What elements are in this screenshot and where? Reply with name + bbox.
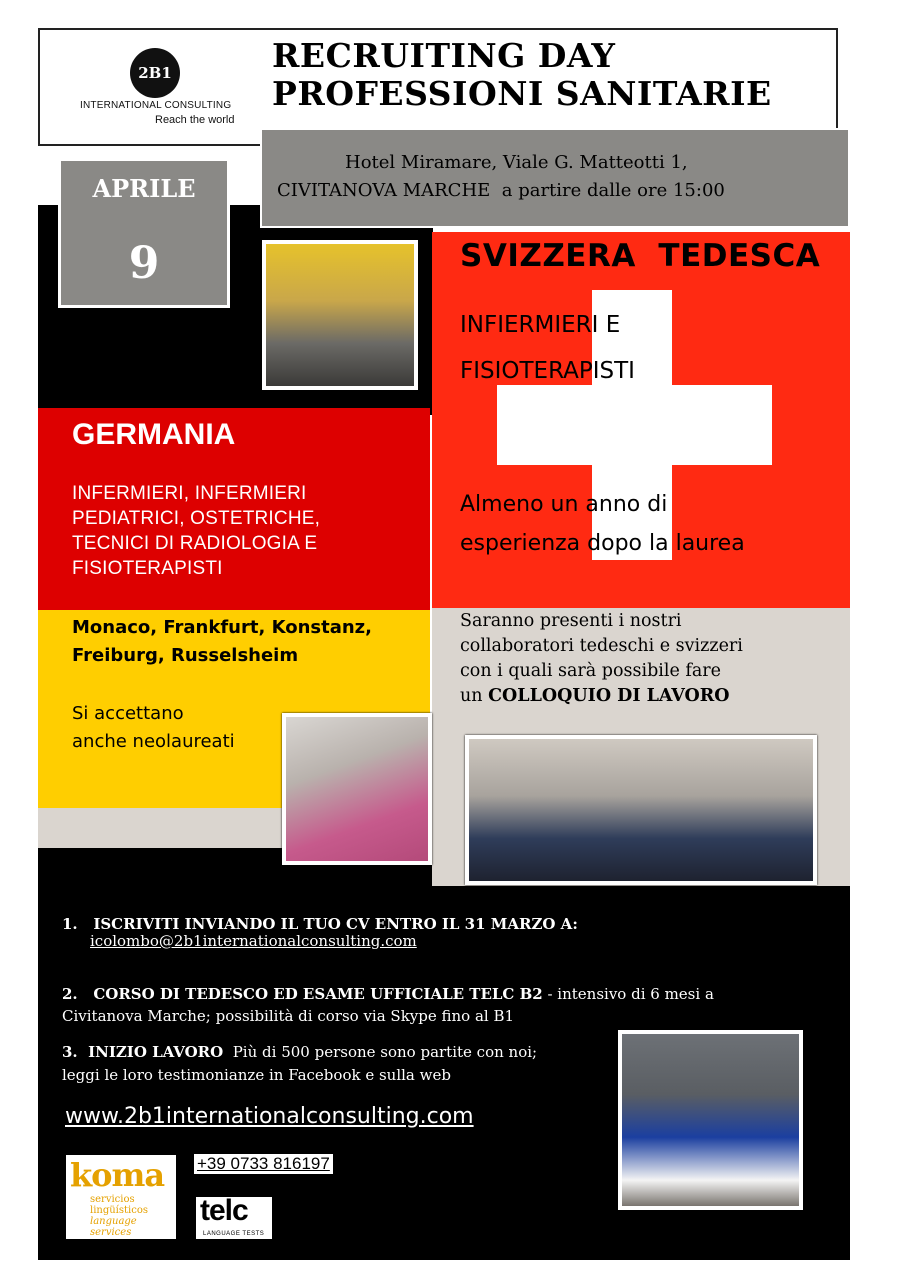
logo-mark: 2B1 (130, 48, 180, 98)
step-2: 2. CORSO DI TEDESCO ED ESAME UFFICIALE TELC B2 - intensivo di 6 mesi a (62, 985, 714, 1003)
koma-logo-line: language (90, 1216, 137, 1227)
interview-line: con i quali sarà possibile fare (460, 661, 722, 681)
switzerland-roles-line: INFIERMIERI E (460, 312, 621, 338)
koma-logo-word: koma (70, 1156, 165, 1194)
interview-highlight: COLLOQUIO DI LAVORO (488, 686, 730, 706)
website-link[interactable]: www.2b1internationalconsulting.com (65, 1104, 474, 1129)
interview-line: collaboratori tedeschi e svizzeri (460, 636, 743, 656)
step-3: 3. INIZIO LAVORO Più di 500 persone sono partite con noi; (62, 1043, 538, 1061)
phone-number[interactable]: +39 0733 816197 (194, 1154, 333, 1174)
germany-note-line: anche neolaureati (72, 731, 235, 752)
date-day: 9 (128, 238, 160, 289)
photo-nurse-ok-sign (282, 713, 432, 865)
germany-roles-line: FISIOTERAPISTI (72, 558, 223, 579)
switzerland-roles-line: FISIOTERAPISTI (460, 358, 635, 384)
logo-tagline: Reach the world (155, 114, 235, 126)
telc-logo-word: telc (200, 1194, 248, 1227)
logo-name: INTERNATIONAL CONSULTING (80, 100, 232, 111)
step-2-line2: Civitanova Marche; possibilità di corso via Skype fino al B1 (62, 1007, 515, 1025)
swiss-cross (497, 385, 772, 465)
switzerland-experience-line: Almeno un anno di (460, 492, 668, 517)
germany-note-line: Si accettano (72, 703, 184, 724)
photo-collaborators-group (465, 735, 817, 885)
telc-logo-sub: LANGUAGE TESTS (203, 1231, 265, 1237)
germany-title: GERMANIA (72, 418, 236, 451)
germany-roles-line: PEDIATRICI, OSTETRICHE, (72, 508, 321, 529)
koma-logo-line: services (90, 1227, 132, 1238)
koma-logo-line: servicios (90, 1194, 135, 1205)
photo-video-call-team (262, 240, 418, 390)
germany-cities-line: Freiburg, Russelsheim (72, 645, 299, 666)
page-title-line2: PROFESSIONI SANITARIE (272, 74, 772, 113)
koma-logo-line: lingüísticos (90, 1205, 148, 1216)
venue-address: Hotel Miramare, Viale G. Matteotti 1, (345, 152, 688, 173)
page-title-line1: RECRUITING DAY (272, 36, 616, 75)
step-3-line2: leggi le loro testimonianze in Facebook e sulla web (62, 1066, 451, 1084)
germany-cities-line: Monaco, Frankfurt, Konstanz, (72, 617, 372, 638)
interview-line: un COLLOQUIO DI LAVORO (460, 686, 730, 706)
photo-nurses-group (618, 1030, 803, 1210)
switzerland-experience-line: esperienza dopo la laurea (460, 531, 745, 556)
germany-roles-line: INFERMIERI, INFERMIERI (72, 483, 307, 504)
venue-city-time: CIVITANOVA MARCHE a partire dalle ore 15:00 (277, 180, 725, 201)
interview-line: Saranno presenti i nostri (460, 611, 682, 631)
date-month: APRILE (92, 174, 196, 203)
step-1: 1. ISCRIVITI INVIANDO IL TUO CV ENTRO IL 31 MARZO A: (62, 915, 578, 933)
switzerland-title: SVIZZERA TEDESCA (460, 238, 821, 274)
email-link[interactable]: icolombo@2b1internationalconsulting.com (90, 932, 417, 950)
venue-box (260, 128, 850, 228)
germany-roles-line: TECNICI DI RADIOLOGIA E (72, 533, 318, 554)
